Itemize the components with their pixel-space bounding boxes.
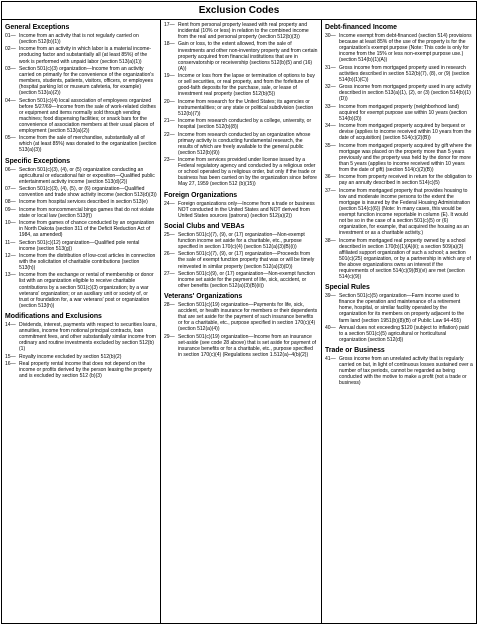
exclusion-code-item [325,325,473,343]
exclusion-code-description: Section 501(c)(4) local association of employees organized before 5/27/69—Income from the sale of work-related clothes or equipment and items normally sold through vending machines; food dispensing facilities; or snack bars for the convenience of association members at their usual places of employment (section 513(a)(2)) [19,97,156,134]
exclusion-code-number: 13— [5,272,16,279]
section-heading: General Exceptions [5,24,70,31]
exclusion-code-description: Income from hospital services described in section 513(e) [19,199,148,206]
exclusion-code-item [164,22,318,40]
exclusion-code-number: 36— [325,174,336,181]
exclusion-code-description: Income from the sale of merchandise, substantially all of which (at least 85%) was donated to the organization (section 513(a)(3)) [19,135,157,154]
exclusion-code-number: 06— [5,166,16,173]
exclusion-code-description: Income from services provided under license issued by a Federal regulatory agency and conducted by a religious order or school operated by a religious order, but only if the trade or business has been carried on by the organization since before May 27, 1959 (section 512 (b)(15)) [178,157,317,188]
exclusion-code-item [5,272,157,309]
column-2 [161,20,322,624]
exclusion-code-item [164,41,318,71]
section-heading: Veterans' Organizations [164,293,243,301]
exclusion-code-number: 31— [325,64,336,71]
exclusion-code-description: Income from the exchange or rental of membership or donor list with an organization eligible to receive charitable contributions by a section 501(c)(3) organization; by a war veterans' organization; or an auxiliary unit or society of, or trust or foundation for, a war veterans' post or organization (section 513(h)) [19,272,154,309]
exclusion-code-number: 19— [164,73,175,80]
exclusion-code-item [325,33,473,63]
exclusion-code-number: 16— [5,360,16,367]
exclusion-code-description: Income exempt from debt-financed (section 514) provisions because at least 85% of the use of the property is for the organization's exempt purpose (Note: This code is only for income from the 15% or less non-exempt purpose use.) (section 514(b)(1)(A)) [339,33,472,64]
exclusion-code-item [5,354,157,360]
exclusion-code-number: 20— [164,98,175,105]
exclusion-code-number: 32— [325,84,336,91]
exclusion-code-description: Section 501(c)(7), (9), or (17) organization—Non-exempt function income set aside for a charitable, etc., purpose specified in section 170(c)(4) (section 512(a)(3)(B)(i)) [178,231,305,251]
exclusion-code-number: 25— [164,231,175,238]
page-title: Exclusion Codes [2,2,476,20]
exclusion-code-description: Income or loss from the lapse or termination of options to buy or sell securities, or real property, and from the forfeiture of good-faith deposits for the purchase, sale, or lease of investment real property (section 512(b)(5)) [178,73,315,98]
exclusion-code-item [5,167,157,185]
exclusion-code-item [325,188,473,237]
exclusion-code-number: 30— [325,33,336,39]
exclusion-code-number: 34— [325,123,336,130]
exclusion-code-description: Real property rental income that does not depend on the income or profits derived by the person leasing the property and is excluded by section 512 (b)(3) [19,360,152,380]
exclusion-code-item [5,186,157,198]
exclusion-code-number: 04— [5,97,16,104]
exclusion-code-item [5,253,157,271]
exclusion-code-item [5,46,157,64]
section-heading: Social Clubs and VEBAs [164,222,245,230]
exclusion-code-description: Gain or loss, to the extent allowed, from the sale of investments and other non-inventory property and from certain property acquired from financial institutions that are in conservatorship or receivership (sections 512(b)(5) and (16)(A)) [178,41,318,72]
exclusion-code-item [5,135,157,153]
exclusion-code-item [5,98,157,135]
exclusion-code-description: Income from an activity that is not regularly carried on (section 512(b)(1)) [19,33,139,46]
exclusion-code-description: Section 501(c)(3), (4), or (5) organization conducting an agricultural or educational fair or exposition—Qualified public entertainment activity income (section 513(d)(2)) [19,166,155,185]
exclusion-code-item [164,157,318,187]
exclusion-code-description: Income from an activity in which labor is a material income-producing factor and substantially all (at least 85%) of the work is performed with unpaid labor (section 513(a)(1)) [19,46,152,65]
exclusion-code-number: 28— [164,302,175,309]
exclusion-code-item [164,99,318,117]
exclusion-code-item [164,334,318,358]
exclusion-code-description: Income from mortgaged property acquired by bequest or devise (applies to income received within 10 years from the date of acquisition) (section 514(c)(2)(B)) [339,123,472,142]
exclusion-code-number: 37— [325,187,336,194]
exclusion-code-number: 11— [5,239,16,246]
exclusion-code-number: 22— [164,131,175,138]
exclusion-code-item [325,84,473,102]
exclusion-code-number: 02— [5,46,16,53]
exclusion-code-description: Income from games of chance conducted by an organization in North Dakota (section 311 of the Deficit Reduction Act of 1984, as amended) [19,220,155,239]
exclusion-code-item [164,302,318,332]
exclusion-code-description: Section 501(c)(19) organization—Payments for life, sick, accident, or health insurance for members or their dependents that are set aside for the payment of such insurance benefits or for a charitable, etc., purpose specified in section 170(c)(4) (section 512(a)(4)) [178,302,318,333]
exclusion-code-number: 05— [5,135,16,142]
exclusion-code-number: 27— [164,270,175,277]
exclusion-code-number: 24— [164,200,175,207]
exclusion-code-item [325,293,473,323]
exclusion-code-description: Income from mortgaged property (neighborhood land) acquired for exempt purpose use within 10 years (section 514(b)(3)) [339,103,467,122]
exclusion-code-item [164,118,318,130]
exclusion-code-description: Gross income from mortgaged property used in any activity described in section 513(a)(1), (2), or (3) (section 514(b)(1)(D)) [339,84,472,103]
exclusion-code-description: Income from research conducted by a college, university, or hospital (section 512(b)(8)) [178,118,312,131]
exclusion-code-description: Rent from personal property leased with real property and incidental (10% or less) in relation to the combined income from the real and personal property (section 512(b)(3)) [178,22,309,41]
exclusion-code-item [164,201,318,219]
exclusion-code-description: Income from mortgaged property that provides housing to low and moderate income persons to the extent the mortgage is insured by the Federal Housing Administration (section 514(c)(6)) (Note: In many cases, this would be exempt function income reportable in column (E). It would not be so in the case of a section 501(c)(5) or (6) organization, for example, that acquired the housing as an investment or as a charitable activity.) [339,187,471,237]
exclusion-code-item [5,361,157,379]
section-heading: Foreign Organizations [164,191,238,199]
exclusion-code-item [164,251,318,269]
exclusion-code-item [5,240,157,252]
section-heading: Modifications and Exclusions [5,312,102,320]
exclusion-code-number: 39— [325,293,336,300]
exclusion-code-description: Section 501(c)(3), (4), (5), or (6) organization—Qualified convention and trade show activity income (section 513(d)(3)) [19,186,157,199]
exclusion-code-item [325,65,473,83]
section-heading: Special Rules [325,284,370,292]
exclusion-code-number: 33— [325,103,336,110]
exclusion-code-number: 40— [325,324,336,331]
exclusion-code-description: Gross income from an unrelated activity that is regularly carried on but, in light of continuous losses sustained over a number of tax periods, cannot be regarded as being conducted with the motive to make a profit (not a trade or business) [339,356,473,387]
exclusion-code-number: 15— [5,353,16,360]
exclusion-code-number: 10— [5,220,16,227]
exclusion-code-description: Income from mortgaged property acquired by gift where the mortgage was placed on the property more than 5 years previously and the property was held by the donor for more than 5 years (applies to income received within 10 years from the date of gift) (section 514(c)(2)(B)) [339,142,472,173]
exclusion-code-number: 07— [5,186,16,192]
exclusion-code-item [5,199,157,205]
exclusion-code-item [164,132,318,156]
exclusion-code-description: Annual dues not exceeding $120 (subject to inflation) paid to a section 501(c)(5) agricultural or horticultural organization (section 512(d)) [339,324,469,343]
exclusion-code-item [5,33,157,45]
exclusion-code-number: 03— [5,65,16,72]
exclusion-code-description: Income from research for the United States; its agencies or instrumentalities; or any state or political subdivision (section 512(b)(7)) [178,98,314,117]
exclusion-code-number: 29— [164,333,175,340]
exclusion-code-number: 12— [5,252,16,259]
exclusion-code-number: 17— [164,22,175,28]
exclusion-code-description: Income from noncommercial bingo games that do not violate state or local law (section 513(f)) [19,206,155,219]
exclusion-code-item [325,143,473,173]
exclusion-code-item [5,322,157,352]
exclusion-code-description: Dividends, interest, payments with respect to securities loans, annuities, income from notional principal contracts, loan commitment fees, and other substantially similar income from ordinary and routine investments excluded by section 512(b)(1) [19,321,157,353]
exclusion-code-number: 35— [325,142,336,149]
exclusion-code-description: Royalty income excluded by section 512(b)(2) [19,353,122,360]
exclusion-code-description: Section 501(c)(19) organization—Income from an insurance set-aside (see code 28 above) that is set aside for payment of insurance benefits or for a charitable, etc., purpose specified in section 170(c)(4) (Regulations section 1.512(a)–4(b)(2)) [178,333,317,358]
section-heading: Specific Exceptions [5,157,71,165]
column-3 [322,20,476,624]
exclusion-code-number: 09— [5,206,16,213]
exclusion-code-number: 23— [164,157,175,164]
exclusion-code-number: 21— [164,118,175,125]
exclusion-code-item [325,356,473,386]
exclusion-code-description: Income from property received in return for the obligation to pay an annuity described in section 514(c)(5) [339,174,472,187]
section-heading: Trade or Business [325,347,385,355]
section-heading: Debt-financed Income [325,24,397,31]
exclusion-code-number: 18— [164,41,175,48]
column-1 [2,20,161,624]
exclusion-code-description: Income from the distribution of low-cost articles in connection with the solicitation of charitable contributions (section 513(h)) [19,252,156,272]
exclusion-code-item [164,232,318,250]
exclusion-code-item [5,207,157,219]
exclusion-code-item [325,238,473,281]
exclusion-code-description: Section 501(c)(9), or (17) organization—Non-exempt function income set aside for the payment of life, sick, accident, or other benefits (section 512(a)(3)(B)(ii)) [178,270,315,289]
exclusion-code-item [5,66,157,96]
exclusion-code-description: Section 501(c)(5) organization—Farm income used to finance the operation and maintenance of a retirement home, hospital, or similar facility operated by the organization for its members on property adjacent to the farm land (section 1951(b)(8)(B) of Public Law 94-455) [339,293,465,324]
exclusion-code-number: 08— [5,199,16,206]
exclusion-code-description: Section 501(c)(12) organization—Qualified pole rental income (section 513(g)) [19,239,140,252]
exclusion-codes-table [1,1,477,624]
exclusion-code-description: Income from research conducted by an organization whose primary activity is conducting fundamental research, the results of which are freely available to the general public (section 512(b)(9)) [178,131,311,156]
exclusion-code-item [164,73,318,97]
exclusion-code-description: Gross income from mortgaged property used in research activities described in section 512(b)(7), (8), or (9) (section 514(b)(1)(C)) [339,64,470,83]
exclusion-code-item [325,104,473,122]
columns-container [2,20,476,624]
exclusion-code-description: Income from mortgaged real property owned by a school described in section 170(b)(1)(A)(ii); a section 509(a)(3) affiliated support organization of such a school; a section 501(c)(25) organization, or by a partnership in which any of the above organizations owns an interest if the requirements of section 514(c)(9)(B)(vi) are met (section 514(c)(9)) [339,237,471,281]
exclusion-code-number: 38— [325,237,336,244]
exclusion-code-item [5,220,157,238]
exclusion-code-description: Section 501(c)(3) organization—Income from an activity carried on primarily for the convenience of the organization's members, students, patients, visitors, officers, or employees (hospital parking lot or museum cafeteria, for example) (section 513(a)(2)) [19,65,154,97]
exclusion-code-item [325,123,473,141]
exclusion-code-description: Foreign organizations only—Income from a trade or business NOT conducted in the United States and NOT derived from United States sources (patrons) (section 512(a)(2)) [178,200,315,219]
exclusion-code-description: Section 501(c)(7), (9), or (17) organization—Proceeds from the sale of exempt function property that was or will be timely reinvested in similar property (section 512(a)(3)(D)) [178,251,315,270]
exclusion-code-number: 26— [164,251,175,258]
exclusion-code-number: 01— [5,33,16,39]
exclusion-code-item [164,271,318,289]
exclusion-code-number: 14— [5,321,16,328]
exclusion-code-item [325,174,473,186]
exclusion-code-number: 41— [325,356,336,363]
